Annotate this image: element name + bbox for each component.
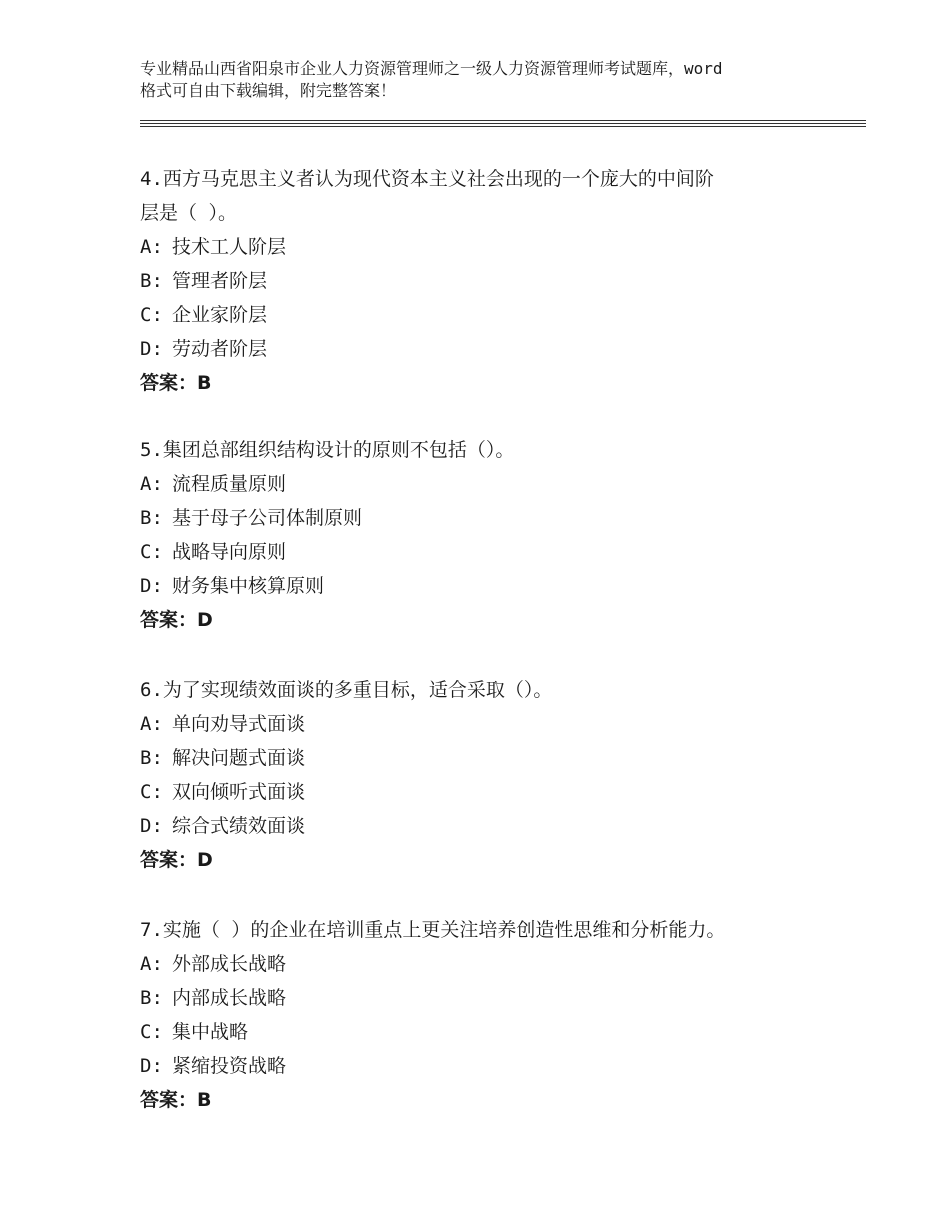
document-header (140, 58, 840, 102)
option-text: 单向劝导式面谈 (172, 713, 306, 735)
question-block (140, 162, 840, 400)
option-letter: D: (140, 575, 163, 597)
option-letter: B: (140, 507, 163, 529)
option-b (140, 741, 840, 775)
option-text: 财务集中核算原则 (172, 575, 325, 597)
question-block (140, 673, 840, 877)
question-block (140, 433, 840, 637)
question-stem: 7.实施（ ）的企业在培训重点上更关注培养创造性思维和分析能力。 (140, 919, 726, 941)
option-text: 集中战略 (172, 1021, 249, 1043)
option-text: 解决问题式面谈 (172, 747, 306, 769)
header-divider-line (140, 120, 866, 121)
option-letter: A: (140, 473, 163, 495)
option-c (140, 298, 840, 332)
header-title-line-1: 专业精品山西省阳泉市企业人力资源管理师之一级人力资源管理师考试题库，word (140, 59, 723, 78)
answer-line: 答案：D (140, 849, 213, 871)
option-letter: D: (140, 338, 163, 360)
option-a (140, 467, 840, 501)
question-stem: 6.为了实现绩效面谈的多重目标，适合采取（）。 (140, 679, 553, 701)
option-text: 战略导向原则 (172, 541, 287, 563)
option-text: 综合式绩效面谈 (172, 815, 306, 837)
option-c (140, 535, 840, 569)
option-text: 技术工人阶层 (172, 236, 287, 258)
header-divider-line (140, 123, 866, 124)
option-d (140, 809, 840, 843)
option-b (140, 501, 840, 535)
option-c (140, 775, 840, 809)
question-stem: 5.集团总部组织结构设计的原则不包括（）。 (140, 439, 515, 461)
option-text: 管理者阶层 (172, 270, 268, 292)
option-text: 紧缩投资战略 (172, 1055, 287, 1077)
header-title-line-2: 格式可自由下载编辑，附完整答案！ (140, 81, 397, 100)
option-text: 双向倾听式面谈 (172, 781, 306, 803)
option-a (140, 947, 840, 981)
option-text: 劳动者阶层 (172, 338, 268, 360)
option-a (140, 707, 840, 741)
answer-line: 答案：B (140, 1089, 212, 1111)
option-c (140, 1015, 840, 1049)
question-stem: 层是（ ）。 (140, 202, 237, 224)
question-stem: 4.西方马克思主义者认为现代资本主义社会出现的一个庞大的中间阶 (140, 168, 714, 190)
option-letter: C: (140, 541, 163, 563)
answer-line: 答案：D (140, 609, 213, 631)
option-a (140, 230, 840, 264)
option-letter: D: (140, 815, 163, 837)
option-d (140, 569, 840, 603)
option-b (140, 264, 840, 298)
option-letter: B: (140, 270, 163, 292)
header-divider-line (140, 126, 866, 127)
option-letter: A: (140, 953, 163, 975)
option-letter: C: (140, 304, 163, 326)
option-letter: C: (140, 1021, 163, 1043)
option-letter: C: (140, 781, 163, 803)
option-letter: A: (140, 236, 163, 258)
option-text: 企业家阶层 (172, 304, 268, 326)
option-text: 流程质量原则 (172, 473, 287, 495)
option-b (140, 981, 840, 1015)
option-text: 基于母子公司体制原则 (172, 507, 363, 529)
option-d (140, 332, 840, 366)
option-letter: B: (140, 987, 163, 1009)
option-d (140, 1049, 840, 1083)
option-letter: D: (140, 1055, 163, 1077)
option-letter: B: (140, 747, 163, 769)
option-letter: A: (140, 713, 163, 735)
answer-line: 答案：B (140, 372, 212, 394)
option-text: 外部成长战略 (172, 953, 287, 975)
option-text: 内部成长战略 (172, 987, 287, 1009)
question-block (140, 913, 840, 1117)
